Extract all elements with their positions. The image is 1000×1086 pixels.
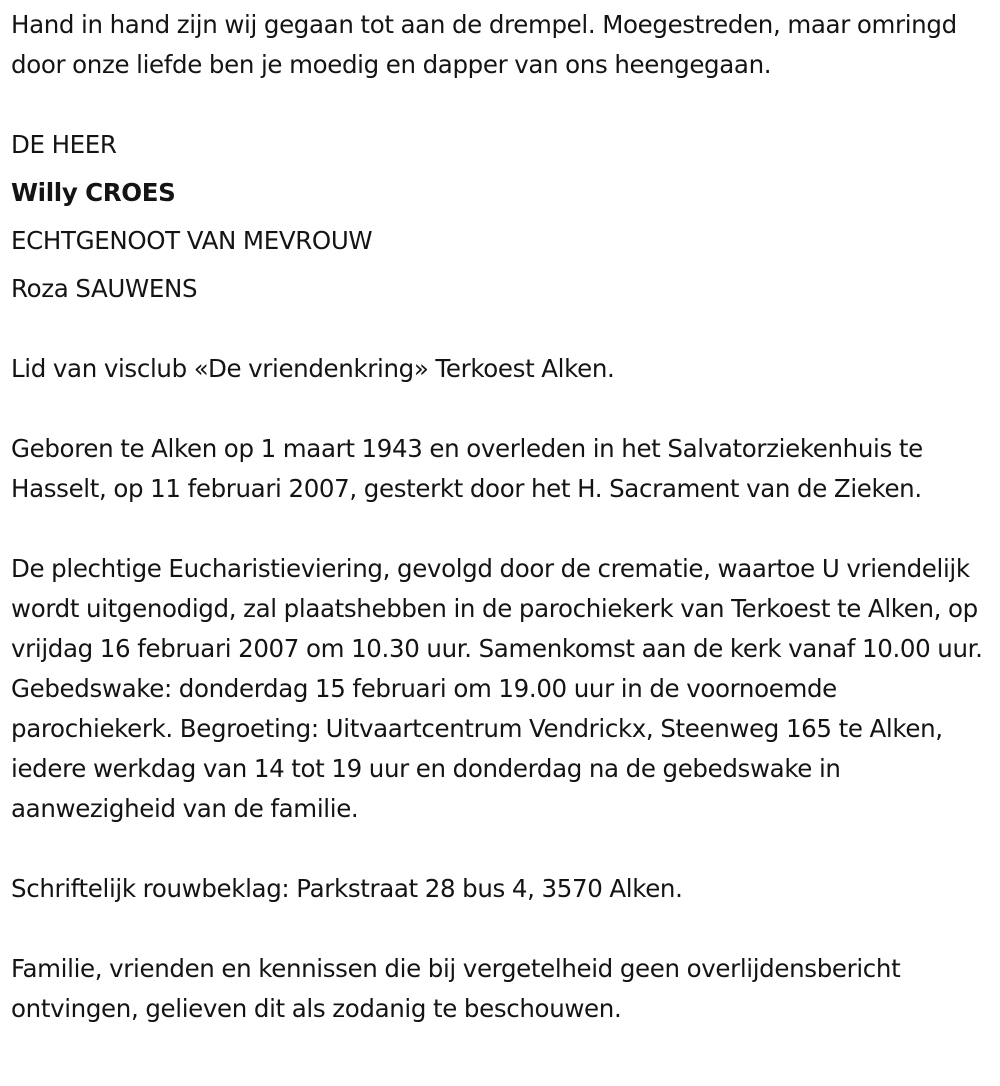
- spouse-name: Roza SAUWENS: [11, 274, 198, 303]
- relation-label: ECHTGENOOT VAN MEVROUW: [11, 226, 373, 255]
- ceremony-paragraph: De plechtige Eucharistieviering, gevolgd door de crematie, waartoe U vriendelijk wordt uitgenodigd, zal plaatshebben in de parochiekerk van Terkoest te Alken, op vrijdag 16 februari 2007 om 10.30 uur. Samenkomst aan de kerk vanaf 10.00 uur. Gebedswake: donderdag 15 februari om 19.00 uur in de voornoemde parochiekerk. Begroeting: Uitvaartcentrum Vendrickx, Steenweg 165 te Alken, iedere werkdag van 14 tot 19 uur en donderdag na de gebedswake in aanwezigheid van de familie.: [11, 554, 983, 823]
- intro-paragraph: Hand in hand zijn wij gegaan tot aan de drempel. Moegestreden, maar omringd door onze liefde ben je moedig en dapper van ons heengegaan.: [11, 10, 957, 79]
- closing-paragraph: Familie, vrienden en kennissen die bij vergetelheid geen overlijdensbericht ontvingen, gelieven dit als zodanig te beschouwen.: [11, 954, 901, 1023]
- spacer: [11, 829, 996, 869]
- obituary-notice: [11, 5, 996, 1029]
- membership-paragraph: Lid van visclub «De vriendenkring» Terkoest Alken.: [11, 354, 615, 383]
- spacer: [11, 389, 996, 429]
- deceased-name: Willy CROES: [11, 178, 176, 207]
- spacer: [11, 909, 996, 949]
- birth-death-paragraph: Geboren te Alken op 1 maart 1943 en overleden in het Salvatorziekenhuis te Hasselt, op 11 februari 2007, gesterkt door het H. Sacrament van de Zieken.: [11, 434, 923, 503]
- spacer: [11, 309, 996, 349]
- spacer: [11, 509, 996, 549]
- honorific-title: DE HEER: [11, 130, 117, 159]
- spacer: [11, 85, 996, 125]
- condolences-paragraph: Schriftelijk rouwbeklag: Parkstraat 28 bus 4, 3570 Alken.: [11, 874, 683, 903]
- deceased-block: [11, 121, 996, 313]
